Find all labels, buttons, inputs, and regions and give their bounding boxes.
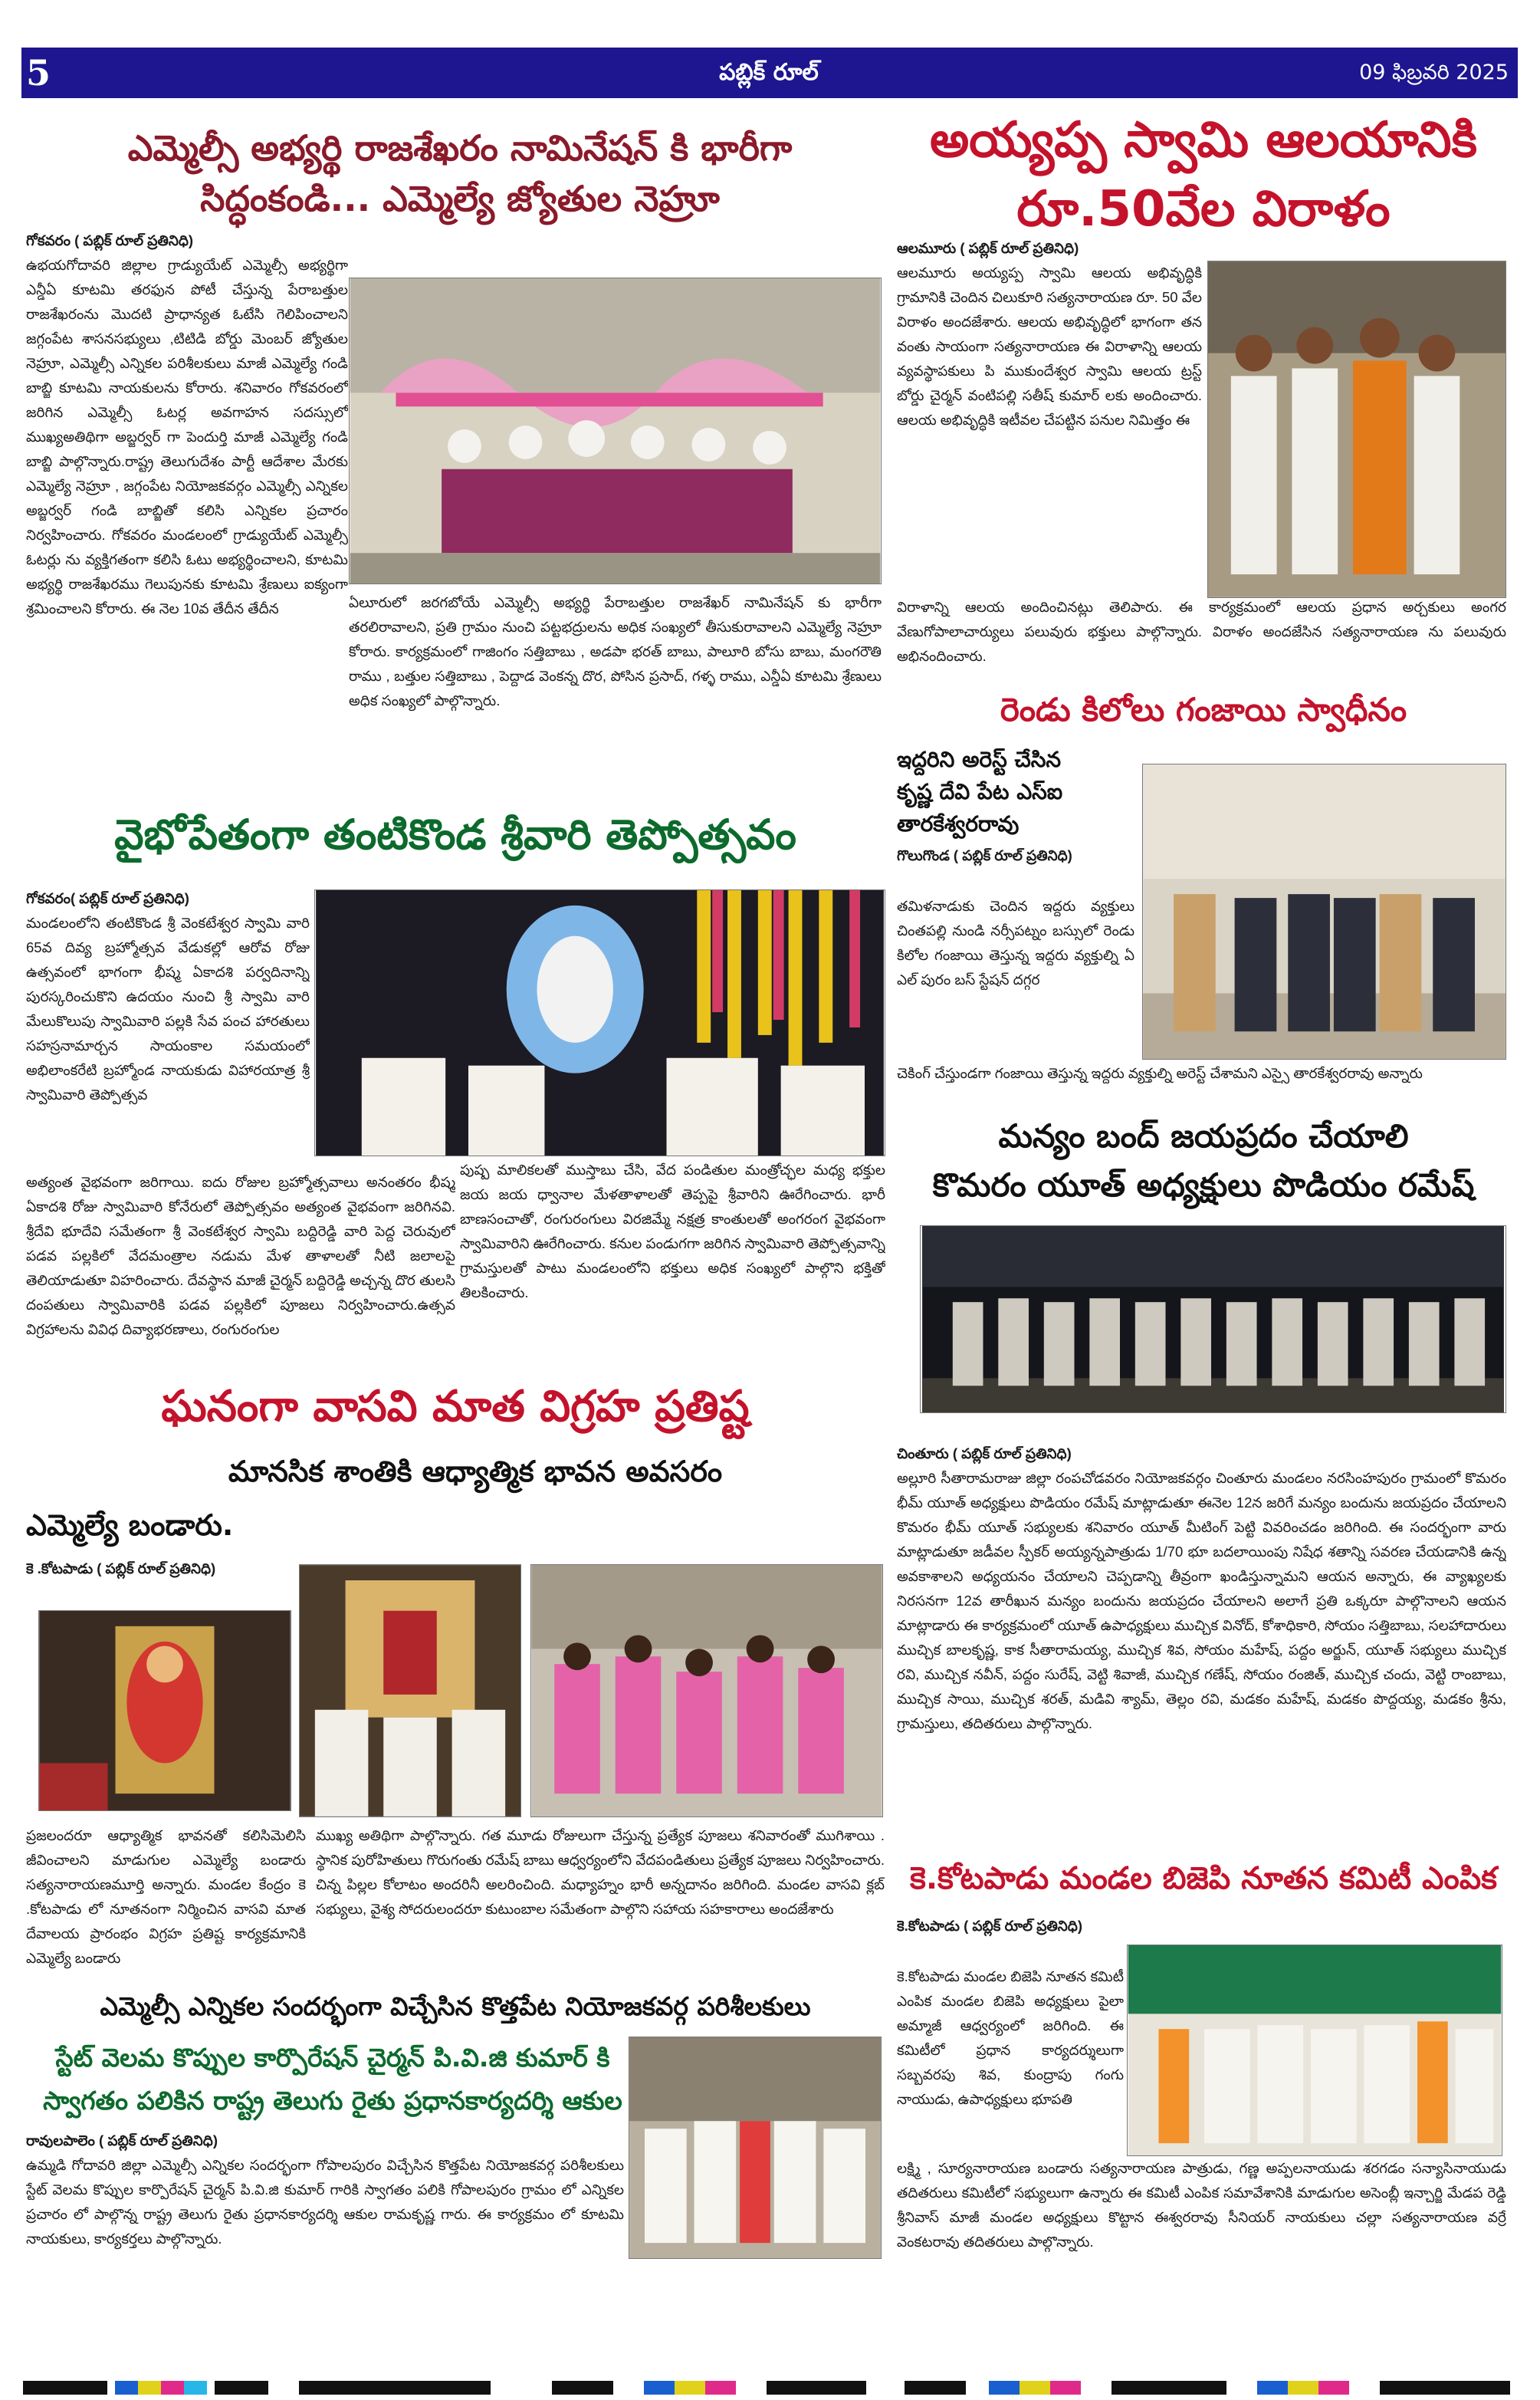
article-1-headline-line2: సిద్ధంకండి... ఎమ్మెల్యే జ్యోతుల నెహ్రూ [200,178,720,219]
article-1-body-right: ఏలూరులో జరగబోయే ఎమ్మెల్సీ అభ్యర్థి పేరాబత్తుల రాజశేఖర్ నామినేషన్ కు భారీగా తరలిరావాలని, ప్రతి గ్రామం నుంచి పట్టభద్రులను అధిక సంఖ్యలో తీసుకురావాలని ఎమ్మెల్యే నెహ్రూ కోరారు. కార్యక్రమంలో గాజింగం సత్తిబాబు , అడపా భరత్ బాబు, పాలూరి బోసు బాబు, మంగరౌతి రాము , బత్తుల సత్తిబాబు , పెద్దాడ వెంకన్న దొర, పోసిన ప్రసాద్, గళ్ళ రాము, ఎన్డీఏ కూటమి శ్రేణులు అధిక సంఖ్యలో పాల్గొన్నారు. [349,594,882,708]
article-3-subhead [897,744,1127,840]
article-5-body: అల్లూరి సీతారామరాజు జిల్లా రంపచోడవరం నియోజకవర్గం చింతూరు మండలం నరసింహపురం గ్రామంలో కొమరం భీమ్ యూత్ అధ్యక్షులు పొడియం రమేష్ మాట్లాడుతూ ఈనెల 12న జరిగే మన్యం బందును జయప్రదం చేయాలని కొమరం భీమ్ యూత్ సభ్యులకు శనివారం యూత్ మీటింగ్ పెట్టి వివరించడం జరిగింది. ఈ సందర్భంగా వారు మాట్లాడుతూ జడీవల స్పీకర్ అయ్యన్నపాత్రుడు 1/70 భూ బదలాయింపు నిషేధ శతాన్ని సవరణ చేయడానికి ఉన్న అవకాశాలని అధ్యయనం చేయాలని చెప్పడాన్ని తీవ్రంగా ఖండిస్తున్నామని ఆయన అన్నారు, ఈ వ్యాఖ్యలకు నిరసనగా 12వ తారీఖున మన్యం బందును జయప్రదం చేయాలని అలాగే ప్రతి ఒక్కరూ పాల్గొనాలని ఆయన మాట్లాడారు ఈ కార్యక్రమంలో యూత్ ఉపాధ్యక్షులు ముచ్చిక వినోద్, కోశాధికారి, సోయం సత్తిబాబు, సలహాదారులు ముచ్చిక బాలకృష్ణ, కాక సీతారామయ్య, ముచ్చిక శివ, సోయం మహేష్, పద్దం అర్జున్, యూత్ సభ్యులు ముచ్చిక రవి, ముచ్చిక నవీన్, పద్దం సురేష్, వెట్టి శివాజీ, ముచ్చిక గణేష్, సోయం రంజిత్, ముచ్చిక చందు, వెట్టి రాంబాబు, ముచ్చిక సాయి, ముచ్చిక శరత్, మడివి శ్యామ్, తెల్లం రవి, మడకం మహేష్, మడకం పొద్దయ్య, మడకం శ్రీను, గ్రామస్తులు, తదితరులు పాల్గొన్నారు. [897,1470,1506,1731]
police-arrest-photo [1142,764,1506,1060]
article-1-body-left: ఉభయగోదావరి జిల్లాల గ్రాడ్యుయేట్ ఎమ్మెల్సీ అభ్యర్థిగా ఎన్డీఏ కూటమి తరఫున పోటీ చేస్తున్న పేరాబత్తుల రాజశేఖరంను మొదటి ప్రాధాన్యత ఓటేసి గెలిపించాలని జగ్గంపేట శాసనసభ్యులు ,టిటిడి బోర్డు మెంబర్ జ్యోతుల నెహ్రూ, ఎమ్మెల్సీ ఎన్నికల పరిశీలకులు మాజీ ఎమ్మెల్యే గండి బాబ్జి కూటమి నాయకులను కోరారు. శనివారం గోకవరంలో జరిగిన ఎమ్మెల్సీ ఓటర్ల అవగాహన సదస్సులో ముఖ్యఅతిథిగా అబ్జర్వర్ గా పెందుర్తి మాజీ ఎమ్మెల్యే గండి బాబ్జి పాల్గొన్నారు.రాష్ట్ర తెలుగుదేశం పార్టీ ఆదేశాల మేరకు ఎమ్మెల్యే నెహ్రూ , జగ్గంపేట నియోజకవర్గం ఎమ్మెల్సీ ఎన్నికల అబ్జర్వర్ గండి బాబ్జితో కలిసి ఎన్నికల ప్రచారం నిర్వహించారు. గోకవరం మండలంలో గ్రాడ్యుయేట్ ఎమ్మెల్సీ ఓటర్లు ను వ్యక్తిగతంగా కలిసి ఓటు అభ్యర్థించాలని, కూటమి అభ్యర్థి రాజశేఖరము గెలుపునకు కూటమి శ్రేణులు ఐక్యంగా శ్రమించాలని కోరారు. ఈ నెల 10వ తేదీన తేదీన [26,257,348,616]
temple-festival-photo [314,889,885,1156]
bjp-committee-photo-image [1128,1945,1502,2155]
article-3-body-left: తమిళనాడుకు చెందిన ఇద్దరు వ్యక్తులు చింతపల్లి నుండి నర్సీపట్నం బస్సులో రెండు కిలోల గంజాయి తెస్తున్న ఇద్దరు వ్యక్తుల్ని ఏ ఎల్ పురం బస్ స్టేషన్ దగ్గర [897,898,1134,988]
article-8-dateline: రావులపాలెం ( పబ్లిక్ రూల్ ప్రతినిధి) [26,2132,218,2148]
footer-bar-10 [675,2381,705,2395]
article-4-body-right: పుష్ప మాలికలతో ముస్తాబు చేసి, వేద పండితుల మంత్రోచ్ఛల మధ్య భక్తుల జయ జయ ధ్వానాల మేళతాళాలతో తెప్పపై శ్రీవారిని ఊరేగించారు. భారీ బాణసంచాతో, రంగురంగులు విరజిమ్మే నక్షత్ర కాంతులతో అంగరంగ వైభవంగా స్వామివారిని ఊరేగించారు. కనుల పండుగగా జరిగిన స్వామివారి తెప్పోత్సవాన్ని గ్రామస్తులతో పాటు మండలంలోని భక్తులు అధిక సంఖ్యలో పాల్గొని భక్తితో తిలకించారు. [460,1162,885,1300]
article-1-headline [46,123,874,224]
felicitation-photo-image [629,2037,881,2258]
footer-bar-8 [552,2381,613,2395]
article-2-headline-line2: రూ.50వేల విరాళం [1016,181,1391,238]
footer-bar-13 [905,2381,966,2395]
article-8-subhead-line1: స్టేట్ వెలమ కొప్పుల కార్పొరేషన్ చైర్మన్ పి.వి.జి కుమార్ కి [55,2043,610,2073]
footer-bar-17 [1111,2381,1226,2395]
article-8-subhead [26,2037,639,2122]
donation-photo-image [1208,261,1506,597]
kolatam-dance-photo-image [531,1565,882,1816]
footer-bar-12 [767,2381,866,2395]
felicitation-photo [629,2037,882,2259]
masthead-bar [21,48,1518,98]
footer-bar-1 [23,2381,107,2395]
article-5-headline-line1: మన్యం బంద్ జయప్రదం చేయాలి [998,1117,1409,1155]
article-5-dateline: చింతూరు ( పబ్లిక్ రూల్ ప్రతినిధి) [897,1445,1072,1461]
article-8-subhead-line2: స్వాగతం పలికిన రాష్ట్ర తెలుగు రైతు ప్రధానకార్యదర్శి ఆకుల [43,2086,622,2116]
issue-date: 09 ఫిబ్రవరి 2025 [1359,61,1509,84]
footer-bar-3 [138,2381,161,2395]
article-2-headline [897,106,1510,244]
article-6-headline: ఘనంగా వాసవి మాత విగ్రహ ప్రతిష్ట [161,1382,750,1432]
article-7-headline: కె.కోటపాడు మండల బిజెపి నూతన కమిటీ ఎంపిక [909,1861,1498,1896]
footer-bar-4 [161,2381,184,2395]
article-1-headline-line1: ఎమ్మెల్సీ అభ్యర్థి రాజశేఖరం నామినేషన్ కి భారీగా [127,127,793,169]
kolatam-dance-photo [530,1564,883,1817]
temple-festival-photo-image [315,890,885,1156]
article-5-headline [897,1112,1510,1210]
article-8-headline: ఎమ్మెల్సీ ఎన్నికల సందర్భంగా విచ్చేసిన కొత్తపేట నియోజకవర్గ పరిశీలకులు [100,1991,811,2021]
article-4-headline: వైభోపేతంగా తంటికొండ శ్రీవారి తెప్పోత్సవం [114,810,796,859]
article-2-dateline: ఆలమూరు ( పబ్లిక్ రూల్ ప్రతినిధి) [897,240,1079,256]
article-3-subhead-line3: తారకేశ్వరరావు [897,811,1020,837]
page-number: 5 [26,52,51,94]
footer-bar-9 [644,2381,675,2395]
article-7-body-bottom: లక్ష్మి , సూర్యనారాయణ బండారు సత్యనారాయణ పాత్రుడు, గణ్ణ అప్పలనాయుడు శరగడం సన్యాసినాయుడు తదితరులు కమిటీలో సభ్యులుగా ఉన్నారు ఈ కమిటీ ఎంపిక సమావేశానికి మాడుగుల అసెంబ్లీ ఇన్చార్జి మేడప రెడ్డి శ్రీనివాస్ మాజీ మండల అధ్యక్షులు కొట్టాన ఈశ్వరరావు సీనియర్ నాయకులు చల్లా సత్యనారాయణ వర్రే వెంకటరావు తదితరులు పాల్గొన్నారు. [897,2160,1506,2250]
article-6-subhead-1: మానసిక శాంతికి ఆధ్యాత్మిక భావన అవసరం [228,1455,723,1488]
article-3-dateline: గొలుగొండ ( పబ్లిక్ రూల్ ప్రతినిధి) [897,847,1072,863]
article-1-dateline: గోకవరం ( పబ్లిక్ రూల్ ప్రతినిధి) [26,232,194,248]
meeting-photo [349,278,882,584]
article-3-body-bottom: చెకింగ్ చేస్తుండగా గంజాయి తెస్తున్న ఇద్దరు వ్యక్తుల్ని అరెస్ట్ చేశామని ఎస్సై తారకేశ్వరరావు అన్నారు [897,1065,1423,1081]
meeting-photo-image [350,278,881,584]
footer-bar-18 [1257,2381,1288,2395]
article-2-body-left: ఆలమూరు అయ్యప్ప స్వామి ఆలయ అభివృద్ధికి గ్రామానికి చెందిన చిలుకూరి సత్యనారాయణ రూ. 50 వేల విరాళం అందజేశారు. ఆలయ అభివృద్ధిలో భాగంగా తన వంతు సాయంగా సత్యనారాయణ ఈ విరాళాన్ని ఆలయ వ్యవస్థాపకులు పి ముకుందేశ్వర స్వామి ఆలయ ట్రస్ట్ బోర్డు చైర్మన్ వంటిపల్లి సతీష్ కుమార్ లకు అందించారు. ఆలయ అభివృద్ధికి ఇటీవల చేపట్టిన పనుల నిమిత్తం ఈ [897,265,1202,428]
article-2-headline-line1: అయ్యప్ప స్వామి ఆలయానికి [929,112,1477,169]
article-2-body-bottom: విరాళాన్ని ఆలయ అందించినట్లు తెలిపారు. ఈ కార్యక్రమంలో ఆలయ ప్రధాన అర్చకులు అంగర వేణుగోపాలాచార్యులు పలువురు భక్తులు పాల్గొన్నారు. విరాళం అందజేసిన సత్యనారాయణ ను పలువురు అభినందించారు. [897,599,1506,664]
youth-meeting-night-photo [920,1225,1506,1413]
article-8-body: ఉమ్మడి గోదావరి జిల్లా ఎమ్మెల్సీ ఎన్నికల సందర్భంగా గోపాలపురం విచ్చేసిన కొత్తపేట నియోజకవర్గ పరిశీలకులు స్టేట్ వెలమ కొప్పుల కార్పొరేషన్ చైర్మన్ పి.వి.జి కుమార్ గారికి స్వాగతం పలికి గోపాలపురం గ్రామం లో ఎన్నికల ప్రచారం లో పాల్గొన్న రాష్ట్ర తెలుగు రైతు ప్రధానకార్యదర్శి ఆకుల రామకృష్ణ గారు. ఈ కార్యక్రమం లో కూటమి నాయకులు, కార్యకర్తలు పాల్గొన్నారు. [26,2157,624,2247]
donation-photo [1207,261,1506,598]
footer-bar-5 [184,2381,207,2395]
article-7-dateline: కె.కోటపాడు ( పబ్లిక్ రూల్ ప్రతినిధి) [897,1918,1083,1934]
footer-bar-15 [1020,2381,1050,2395]
footer-bar-16 [1050,2381,1081,2395]
article-4-dateline: గోకవరం( పబ్లిక్ రూల్ ప్రతినిధి) [26,890,189,906]
footer-bar-6 [215,2381,268,2395]
article-7-body-left: కె.కోటపాడు మండల బిజెపి నూతన కమిటీ ఎంపిక మండల బిజెపి అధ్యక్షులు పైలా అమ్మాజీ ఆధ్వర్యంలో జరిగింది. ఈ కమిటీలో ప్రధాన కార్యదర్శులుగా సబ్బవరపు శివ, కుంద్రాపు గంగు నాయుడు, ఉపాధ్యక్షులు భూపతి [897,1968,1124,2107]
article-3-subhead-line2: కృష్ణ దేవి పేట ఎస్ఐ [897,779,1063,804]
article-4-body-full: అత్యంత వైభవంగా జరిగాయి. ఐదు రోజుల బ్రహ్మోత్సవాలు అనంతరం భీష్మ ఏకాదశి రోజు స్వామివారి కోనేరులో తెప్పోత్సవం అత్యంత వైభవంగా జరిగినవి. శ్రీదేవి భూదేవి సమేతంగా శ్రీ వెంకటేశ్వర స్వామి బద్దిరెడ్డి వారి పెద్ద చెరువులో పడవ పల్లకిలో వేదమంత్రాల నడుమ మేళ తాళాలతో నీటి జలాలపై తెలియాడుతూ విహరించారు. దేవస్థాన మాజీ చైర్మన్ బద్దిరెడ్డి అచ్చన్న దొర తులసి దంపతులు స్వామివారికి పడవ పల్లకిలో పూజలు నిర్వహించారు.ఉత్సవ విగ్రహాలను వివిధ దివ్యాభరణాలు, రంగురంగుల [26,1174,455,1337]
article-6-body-right: ముఖ్య అతిథిగా పాల్గొన్నారు. గత మూడు రోజులుగా చేస్తున్న ప్రత్యేక పూజలు శనివారంతో ముగిశాయి . స్థానిక పురోహితులు గొరుగంతు రమేష్ బాబు ఆధ్వర్యంలోని వేదపండితులు ప్రత్యేక పూజలు నిర్వహించారు. చిన్న పిల్లల కోలాటం అందరినీ అలరించింది. మధ్యాహ్నం భారీ అన్నదానం జరిగింది. మండల వాసవి క్లబ్ సభ్యులు, వైశ్య సోదరులందరూ కుటుంబాల సమేతంగా పాల్గొని సహాయ సహకారాలు అందజేశారు [316,1827,885,1917]
vasavi-puja-photo [299,1564,521,1817]
footer-bar-19 [1288,2381,1318,2395]
article-6-body-left: ప్రజలందరూ ఆధ్యాత్మిక భావనతో కలిసిమెలిసి జీవించాలని మాడుగుల ఎమ్మెల్యే బండారు సత్యనారాయణమూర్తి అన్నారు. మండల కేంద్రం కె .కోటపాడు లో నూతనంగా నిర్మించిన వాసవి మాత దేవాలయ ప్రారంభం విగ్రహ ప్రతిష్ట కార్యక్రమానికి ఎమ్మెల్యే బండారు [26,1827,306,1966]
footer-bar-7 [299,2381,491,2395]
police-arrest-photo-image [1143,764,1506,1059]
youth-meeting-night-photo-image [921,1226,1506,1412]
article-5-headline-line2: కొమరం యూత్ అధ్యక్షులు పొడియం రమేష్ [932,1166,1475,1204]
vasavi-idol-photo [38,1610,291,1811]
footer-bar-14 [989,2381,1020,2395]
vasavi-idol-photo-image [39,1611,291,1810]
article-3-subhead-line1: ఇద్దరిని అరెస్ట్ చేసిన [897,747,1062,772]
vasavi-puja-photo-image [300,1565,520,1816]
article-4-body-left: మండలంలోని తంటికొండ శ్రీ వెంకటేశ్వర స్వామి వారి 65వ దివ్య బ్రహ్మోత్సవ వేడుకల్లో ఆరోవ రోజు ఉత్సవంలో భాగంగా భీష్మ ఏకాదశి పర్వదినాన్ని పురస్కరించుకొని ఉదయం నుంచి శ్రీ స్వామి వారి మేలుకొలుపు స్వామివారి పల్లకి సేవ పంచ హారతులు సహస్రనామార్చన సాయంకాల సమయంలో అభిలాంకరేటి బ్రహ్మోండ నాయకుడు విహారయాత్ర శ్రీ స్వామివారి తెప్పోత్సవ [26,915,310,1103]
footer-bar-21 [1380,2381,1510,2395]
bjp-committee-photo [1127,1945,1502,2156]
article-3-headline: రెండు కిలోలు గంజాయి స్వాధీనం [1000,691,1407,728]
article-6-subhead-2: ఎమ్మెల్యే బండారు. [26,1508,234,1542]
footer-bar-11 [705,2381,736,2395]
footer-bar-2 [115,2381,138,2395]
newspaper-name: పబ్లిక్ రూల్ [719,59,819,86]
article-6-dateline: కె .కోటపాడు ( పబ్లిక్ రూల్ ప్రతినిధి) [26,1560,216,1576]
footer-bar-20 [1318,2381,1349,2395]
